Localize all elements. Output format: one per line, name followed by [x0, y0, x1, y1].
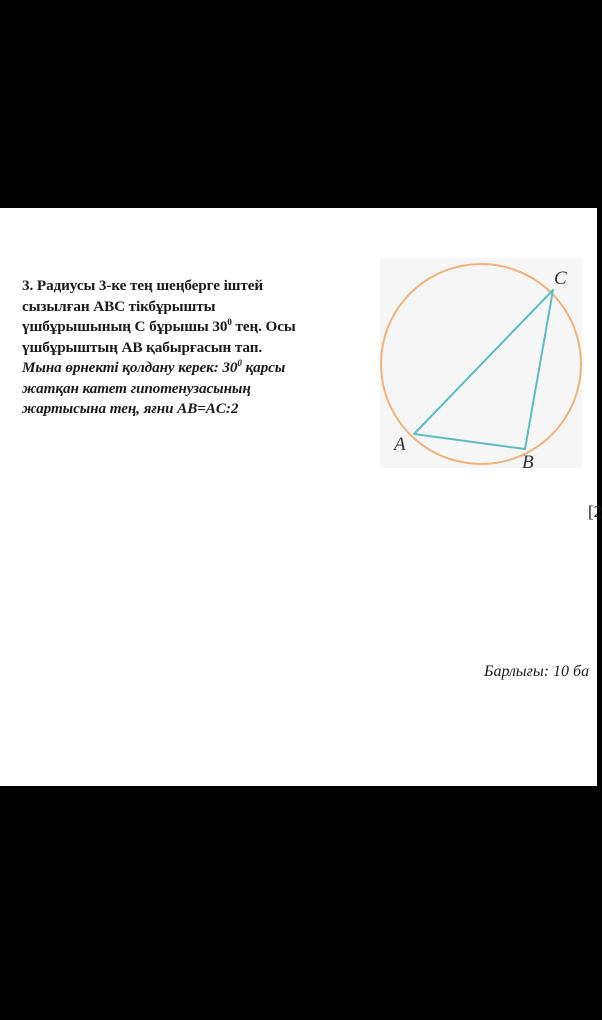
- points-bracket: [2: [588, 502, 602, 521]
- hint-line-2: жатқан катет гипотенузасының: [22, 379, 251, 397]
- vertex-label-c: C: [554, 268, 567, 289]
- hint-line-1: Мына өрнекті қолдану керек: $30^0$ қарсы: [22, 358, 286, 376]
- problem-line-1: 3. Радиусы 3-ке тең шеңберге іштей: [22, 277, 264, 294]
- triangle-abc: [414, 290, 553, 449]
- total-score: Барлығы: 10 ба: [484, 663, 590, 680]
- problem-line-3: үшбұрышының C бұрышы $30^0$ тең. Осы: [22, 317, 296, 335]
- hint-line-3: жартысына тең, яғни AB=AC:2: [22, 400, 239, 417]
- worksheet-page: [0, 208, 602, 786]
- vertex-label-a: A: [394, 434, 406, 455]
- vertex-label-b: B: [522, 452, 534, 473]
- figure-svg: [380, 258, 582, 473]
- problem-3: [22, 276, 340, 420]
- problem-line-4: үшбұрыштың AB қабырғасын тап.: [22, 338, 263, 356]
- problem-line-2: сызылған ABC тікбұрышты: [22, 297, 216, 315]
- inscribed-triangle-figure: [380, 258, 582, 473]
- problem-number: 3.: [22, 277, 34, 294]
